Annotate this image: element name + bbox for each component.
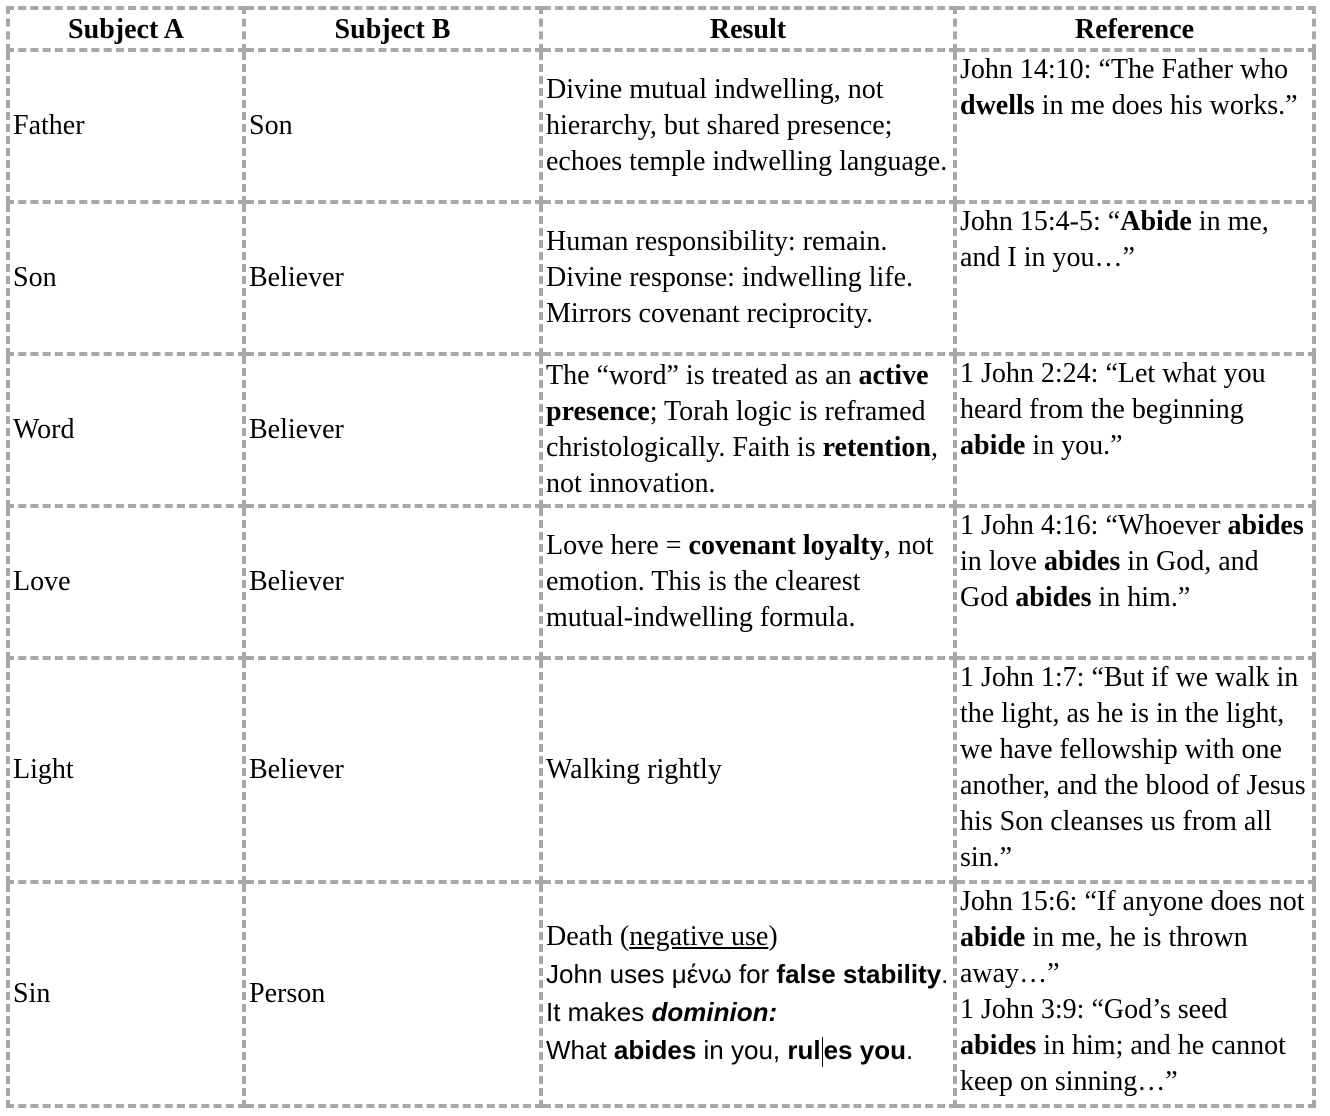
cell-subject-b: Believer [244, 202, 541, 354]
reference-text: John 14:10: “The Father who [960, 54, 1289, 85]
reference-emphasis: abides [960, 1030, 1037, 1061]
result-text: Love here = [546, 530, 689, 561]
reference-emphasis: dwells [960, 90, 1035, 121]
result-text: John uses μένω for [546, 959, 777, 989]
reference-emphasis: abides [1227, 510, 1304, 541]
table-row [8, 50, 1314, 202]
reference-emphasis: abide [960, 922, 1026, 953]
cell-result [541, 658, 955, 882]
reference-text: in love [960, 546, 1044, 577]
cell-result [541, 506, 955, 658]
cell-subject-b: Person [244, 882, 541, 1106]
result-text: . It makes [546, 959, 949, 1027]
result-text: ) [768, 921, 778, 952]
cell-subject-b: Son [244, 50, 541, 202]
reference-text: in him; and he cannot keep on sinning…” [960, 1030, 1286, 1097]
cell-subject-b: Believer [244, 506, 541, 658]
cell-reference [955, 882, 1314, 1106]
result-text: Human responsibility: remain. Divine response: indwelling life. Mirrors covenant reciprocity. [546, 226, 914, 329]
table-row [8, 506, 1314, 658]
result-emphasis: covenant loyalty [688, 530, 884, 561]
reference-text: in me does his works.” [1034, 90, 1298, 121]
header-subject-a: Subject A [8, 8, 244, 50]
table-row [8, 658, 1314, 882]
header-subject-b: Subject B [244, 8, 541, 50]
reference-text: in me, he is thrown away…” [960, 922, 1248, 989]
result-bold-italic: dominion: [651, 997, 778, 1027]
result-emphasis: es you [823, 1035, 906, 1065]
result-sans-paragraph [546, 955, 950, 1069]
cell-reference [955, 658, 1314, 882]
reference-emphasis: abides [1044, 546, 1121, 577]
header-result: Result [541, 8, 955, 50]
header-row [8, 8, 1314, 50]
result-text: . [905, 1035, 914, 1065]
result-emphasis: abides [613, 1035, 697, 1065]
reference-emphasis: abides [1015, 582, 1092, 613]
result-emphasis: retention [822, 432, 931, 463]
reference-text: 1 John 1:7: “But if we walk in the light, as he is in the light, we have fellowship with one another, and the blood of Jesus his Son cleanses us from all sin.” [960, 662, 1306, 873]
result-text: , not innovation. [546, 432, 938, 499]
table-row [8, 882, 1314, 1106]
cell-subject-a: Word [8, 354, 244, 506]
reference-text: in God, and God [960, 546, 1259, 613]
result-text: ; Torah logic is reframed christologically. Faith is [546, 396, 926, 463]
reference-text: John 15:6: “If anyone does not [960, 886, 1305, 917]
result-text: , not emotion. This is the clearest mutual-indwelling formula. [546, 530, 934, 633]
comparison-table [6, 6, 1316, 1108]
cell-result [541, 354, 955, 506]
table-row [8, 202, 1314, 354]
reference-text: 1 John 4:16: “Whoever [960, 510, 1228, 541]
cell-subject-b: Believer [244, 354, 541, 506]
result-text: What [546, 1035, 614, 1065]
cell-subject-a: Light [8, 658, 244, 882]
reference-text: in me, and I in you…” [960, 206, 1269, 273]
cell-result [541, 882, 955, 1106]
reference-text: 1 John 3:9: “God’s seed [960, 994, 1228, 1025]
reference-text: John 15:4-5: “ [960, 206, 1121, 237]
result-line [546, 919, 950, 955]
result-underlined: negative use [629, 921, 769, 952]
cell-reference [955, 506, 1314, 658]
result-text: The “word” is treated as an [546, 360, 859, 391]
header-reference: Reference [955, 8, 1314, 50]
result-text: Walking rightly [546, 754, 722, 785]
reference-text: in you.” [1025, 430, 1123, 461]
cell-subject-b: Believer [244, 658, 541, 882]
cell-result [541, 50, 955, 202]
text-cursor [822, 1037, 823, 1067]
table-row [8, 354, 1314, 506]
reference-emphasis: Abide [1120, 206, 1192, 237]
result-text: Divine mutual indwelling, not hierarchy, but shared presence; echoes temple indwelling language. [546, 74, 948, 177]
result-text: Death ( [546, 921, 630, 952]
cell-result [541, 202, 955, 354]
reference-emphasis: abide [960, 430, 1026, 461]
cell-reference [955, 202, 1314, 354]
cell-subject-a: Sin [8, 882, 244, 1106]
cell-reference [955, 50, 1314, 202]
reference-text: in him.” [1091, 582, 1191, 613]
result-emphasis: false stability [776, 959, 942, 989]
cell-subject-a: Father [8, 50, 244, 202]
cell-subject-a: Son [8, 202, 244, 354]
result-text: in you, [696, 1035, 788, 1065]
result-emphasis: rul [787, 1035, 821, 1065]
cell-reference [955, 354, 1314, 506]
cell-subject-a: Love [8, 506, 244, 658]
result-emphasis: active presence [546, 360, 929, 427]
reference-text: 1 John 2:24: “Let what you heard from the beginning [960, 358, 1266, 425]
